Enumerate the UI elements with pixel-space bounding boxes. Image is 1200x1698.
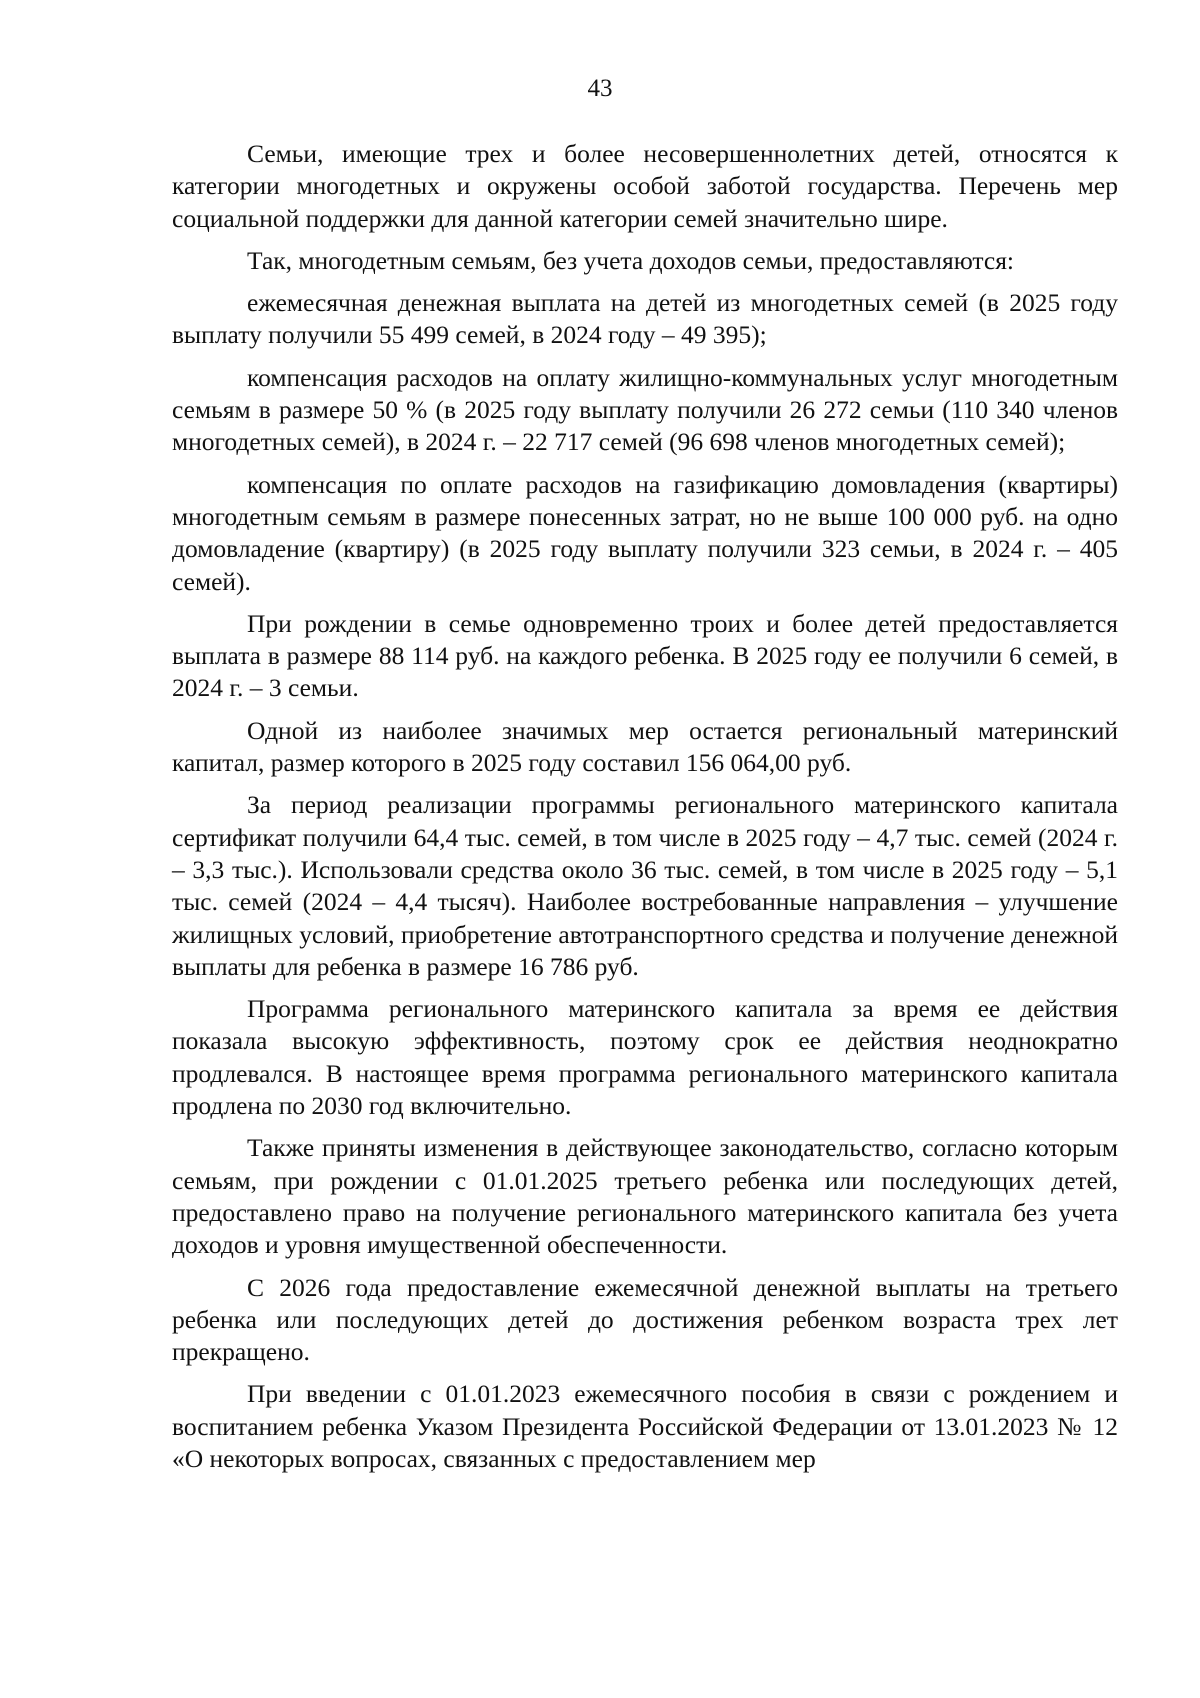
- paragraph-gasification-compensation: компенсация по оплате расходов на газификацию домовладения (квартиры) многодетным семьям в размере понесенных затрат, но не выше 100 000 руб. на одно домовладение (квартиру) (в 2025 году выплату получили 323 семьи, в 2024 г. – 405 семей).: [172, 469, 1118, 596]
- paragraph-monthly-payment: ежемесячная денежная выплата на детей из многодетных семей (в 2025 году выплату получили 55 499 семей, в 2024 году – 49 395);: [172, 288, 1118, 350]
- document-body: [172, 138, 1118, 1485]
- page-number: 43: [587, 75, 613, 102]
- paragraph-legislation-changes: Также приняты изменения в действующее законодательство, согласно которым семьям, при рождении с 01.01.2025 третьего ребенка или последующих детей, предоставлено право на получение регионального материнского капитала без учета доходов и уровня имущественной обеспеченности.: [172, 1133, 1118, 1260]
- paragraph-utilities-compensation: компенсация расходов на оплату жилищно-коммунальных услуг многодетным семьям в размере 50 % (в 2025 году выплату получили 26 272 семьи (110 340 членов многодетных семей), в 2024 г. – 22 717 семей (96 698 членов многодетных семей);: [172, 362, 1118, 457]
- paragraph-triplets-payment: При рождении в семье одновременно троих и более детей предоставляется выплата в размере 88 114 руб. на каждого ребенка. В 2025 году ее получили 6 семей, в 2024 г. – 3 семьи.: [172, 608, 1118, 703]
- paragraph-presidential-decree: При введении с 01.01.2023 ежемесячного пособия в связи с рождением и воспитанием ребенка Указом Президента Российской Федерации от 13.01.2023 № 12 «О некоторых вопросах, связанных с предоставлением мер: [172, 1379, 1118, 1473]
- paragraph-program-extension: Программа регионального материнского капитала за время ее действия показала высокую эффективность, поэтому срок ее действия неоднократно продлевался. В настоящее время программа регионального материнского капитала продлена по 2030 год включительно.: [172, 994, 1118, 1121]
- paragraph-payment-termination: С 2026 года предоставление ежемесячной денежной выплаты на третьего ребенка или последующих детей до достижения ребенком возраста трех лет прекращено.: [172, 1272, 1118, 1367]
- paragraph-measures-intro: Так, многодетным семьям, без учета доходов семьи, предоставляются:: [247, 245, 1015, 275]
- paragraph-maternity-capital-results: За период реализации программы регионального материнского капитала сертификат получили 64,4 тыс. семей, в том числе в 2025 году – 4,7 тыс. семей (2024 г. – 3,3 тыс.). Использовали средства около 36 тыс. семей, в том числе в 2025 году – 5,1 тыс. семей (2024 – 4,4 тысяч). Наиболее востребованные направления – улучшение жилищных условий, приобретение автотранспортного средства и получение денежной выплаты для ребенка в размере 16 786 руб.: [172, 790, 1118, 981]
- paragraph-maternity-capital-size: Одной из наиболее значимых мер остается региональный материнский капитал, размер которого в 2025 году составил 156 064,00 руб.: [172, 715, 1118, 778]
- paragraph-large-families-definition: Семьи, имеющие трех и более несовершеннолетних детей, относятся к категории многодетных и окружены особой заботой государства. Перечень мер социальной поддержки для данной категории семей значительно шире.: [172, 139, 1118, 233]
